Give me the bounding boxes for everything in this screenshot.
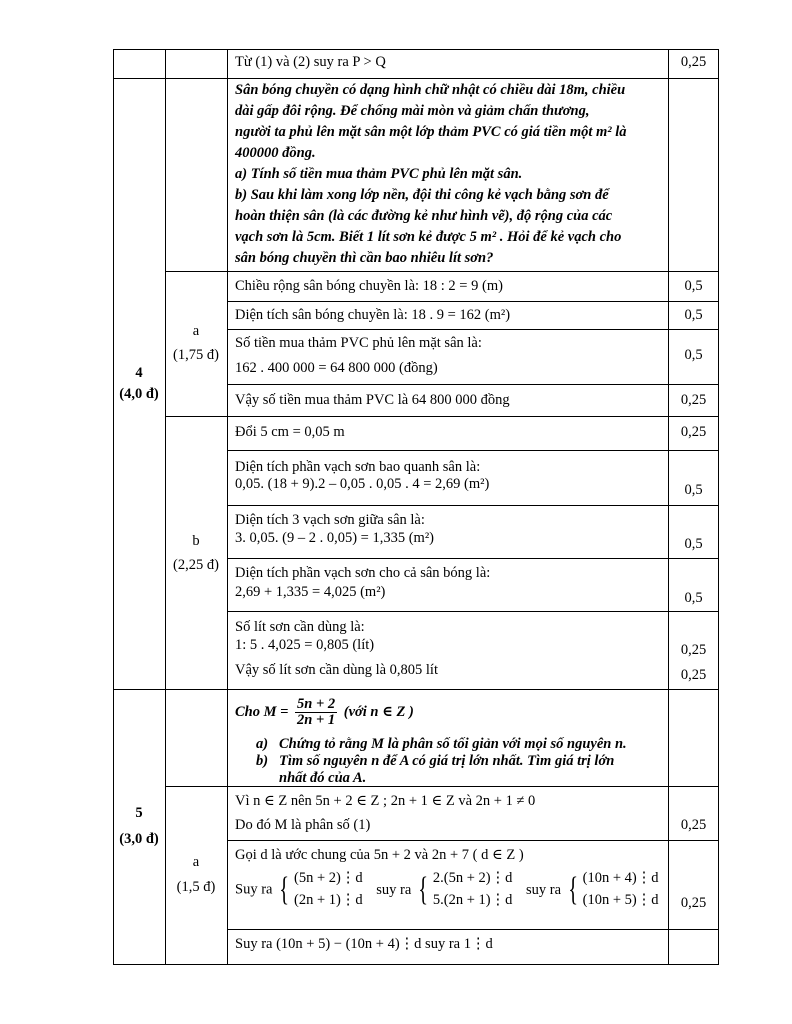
q4b-row-score: 0,5 [684, 482, 703, 498]
q5-item-text: Tìm số nguyên n để A có giá trị lớn nhất. Tìm giá trị lớn [279, 753, 615, 769]
q4a-row-score: 0,5 [684, 307, 703, 323]
q5a-suy-ra-mid: suy ra [376, 881, 412, 898]
q4-problem-line: hoàn thiện sân (là các đường kẻ như hình vẽ), độ rộng của các [235, 208, 613, 224]
q4a-row-score: 0,25 [680, 392, 707, 408]
q4a-row-score: 0,5 [684, 278, 703, 294]
q5a-row-text: Suy ra (10n + 5) − (10n + 4)⋮d suy ra 1⋮d [235, 936, 493, 952]
q5-label: 5 [135, 805, 143, 821]
q4b-row-score: 0,5 [684, 536, 703, 552]
q4a-row-text: Diện tích sân bóng chuyền là: 18 . 9 = 162 (m²) [235, 307, 511, 323]
row-top-text: Từ (1) và (2) suy ra P > Q [235, 54, 386, 70]
q4b-row-text: Số lít sơn cần dùng là: [235, 619, 365, 635]
q4a-row-score: 0,5 [684, 347, 703, 363]
q4b-row-text: 1: 5 . 4,025 = 0,805 (lít) [235, 637, 375, 653]
q5a-row-text: Vì n ∈ Z nên 5n + 2 ∈ Z ; 2n + 1 ∈ Z và 2n + 1 ≠ 0 [235, 793, 536, 809]
q4-problem-line: người ta phủ lên mặt sân một lớp thảm PVC có giá tiền một m² là [235, 124, 627, 140]
q4b-row-text: 0,05. (18 + 9).2 – 0,05 . 0,05 . 4 = 2,69 (m²) [235, 476, 490, 492]
q5-item-text: Chứng tỏ rằng M là phân số tối giản với mọi số nguyên n. [279, 736, 627, 752]
q5-problem-lead: Cho M = [235, 704, 289, 721]
q5a-row-text: Do đó M là phân số (1) [235, 817, 371, 833]
system-line: (10n + 5)⋮d [582, 891, 659, 908]
left-brace-icon: { [418, 870, 428, 908]
q4b-row-text: Diện tích 3 vạch sơn giữa sân là: [235, 512, 425, 528]
q4a-row-text: 162 . 400 000 = 64 800 000 (đồng) [235, 360, 438, 376]
q4b-points: (2,25 đ) [173, 557, 219, 573]
system-line: 5.(2n + 1)⋮d [432, 891, 513, 908]
q4b-row-score: 0,25 [680, 424, 707, 440]
q5a-systems [235, 868, 658, 912]
q5-points: (3,0 đ) [119, 831, 159, 847]
system-line: (10n + 4)⋮d [582, 870, 659, 886]
q4-problem-line: b) Sau khi làm xong lớp nền, đội thi công kẻ vạch bằng sơn để [235, 187, 609, 203]
q4-problem-line: sân bóng chuyền thì cần bao nhiêu lít sơn? [235, 250, 494, 266]
q5-problem-condition: (với n ∈ Z ) [343, 704, 414, 721]
q5a-row-text: Gọi d là ước chung của 5n + 2 và 2n + 7 ( d ∈ Z ) [235, 847, 524, 863]
q5a-suy-ra: Suy ra [235, 881, 273, 898]
q4b-row-text: Diện tích phần vạch sơn cho cả sân bóng là: [235, 565, 491, 581]
q4-problem-line: 400000 đồng. [235, 145, 316, 161]
q4b-row-score: 0,25 [680, 642, 707, 658]
fraction-numerator: 5n + 2 [297, 696, 336, 712]
system-line: (2n + 1)⋮d [294, 891, 363, 908]
q5-problem-formula [235, 697, 414, 728]
q4a-points: (1,75 đ) [173, 347, 219, 363]
q4-problem-line: a) Tính số tiền mua thảm PVC phủ lên mặt sân. [235, 166, 523, 182]
system-block [433, 868, 512, 912]
q4a-row-text: Chiều rộng sân bóng chuyền là: 18 : 2 = 9 (m) [235, 278, 503, 294]
q4-problem-line: Sân bóng chuyền có dạng hình chữ nhật có chiều dài 18m, chiều [235, 82, 626, 98]
q4a-row-text: Số tiền mua thảm PVC phủ lên mặt sân là: [235, 335, 482, 351]
system-line: 2.(5n + 2)⋮d [432, 870, 513, 886]
q4b-row-score: 0,5 [684, 590, 703, 606]
fraction [295, 697, 337, 728]
left-brace-icon: { [279, 870, 290, 908]
q5a-points: (1,5 đ) [176, 879, 216, 895]
q4-points: (4,0 đ) [119, 386, 159, 402]
q5-item-text: nhất đó của A. [279, 770, 367, 786]
q4b-row-score: 0,25 [680, 667, 707, 683]
row-top-score: 0,25 [680, 54, 707, 70]
q4b-row-text: 3. 0,05. (9 – 2 . 0,05) = 1,335 (m²) [235, 530, 434, 546]
q5a-suy-ra-mid: suy ra [525, 881, 562, 898]
q4a-label: a [192, 323, 200, 339]
q5a-row-score: 0,25 [680, 895, 707, 911]
q4b-label: b [192, 533, 200, 549]
fraction-denominator: 2n + 1 [297, 712, 336, 729]
q4b-row-text: Đổi 5 cm = 0,05 m [235, 424, 345, 440]
q5a-label: a [192, 854, 200, 870]
q4-problem-line: vạch sơn là 5cm. Biết 1 lít sơn kẻ được 5 m² . Hỏi để kẻ vạch cho [235, 229, 622, 245]
q4-problem-line: dài gấp đôi rộng. Để chống mài mòn và giảm chấn thương, [235, 103, 590, 119]
q4-label: 4 [135, 365, 143, 381]
q5-item-marker: a) [256, 736, 269, 752]
q4b-row-text: Diện tích phần vạch sơn bao quanh sân là: [235, 459, 481, 475]
q4b-row-text: Vậy số lít sơn cần dùng là 0,805 lít [235, 662, 438, 678]
q5-item-marker: b) [256, 753, 269, 769]
system-block [583, 868, 659, 912]
q4a-row-text: Vậy số tiền mua thảm PVC là 64 800 000 đồng [235, 392, 510, 408]
system-block [294, 868, 363, 912]
left-brace-icon: { [567, 870, 578, 908]
q4b-row-text: 2,69 + 1,335 = 4,025 (m²) [235, 584, 386, 600]
system-line: (5n + 2)⋮d [294, 870, 363, 886]
q5a-row-score: 0,25 [680, 817, 707, 833]
